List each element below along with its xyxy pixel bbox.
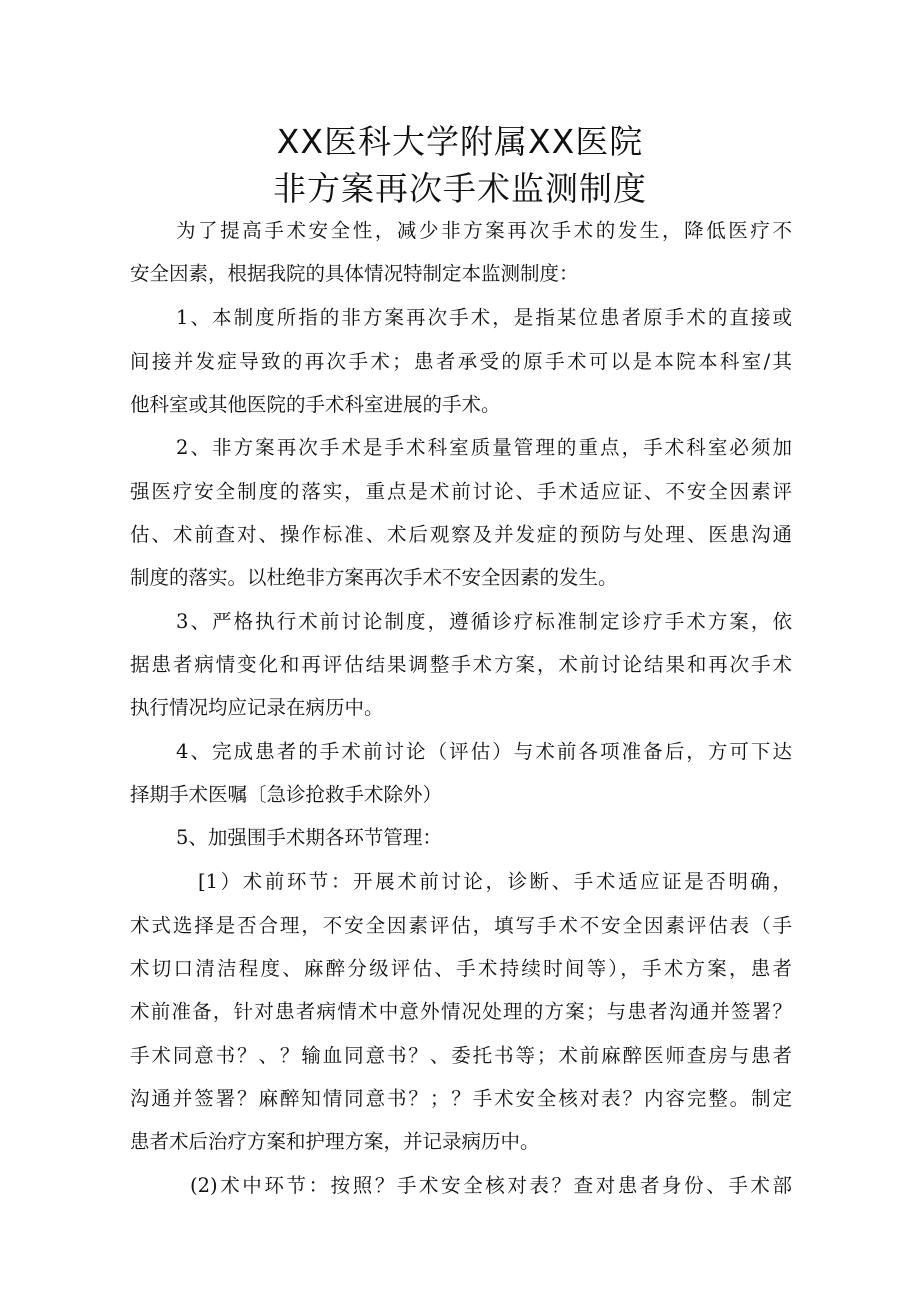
paragraph-item5-1-line: 患者术后治疗方案和护理方案，并记录病历中。 [130,1130,540,1153]
paragraph-intro-line: 为了提高手术安全性，减少非方案再次手术的发生，降低医疗不 [176,219,792,242]
paragraph-item1-line: 间接并发症导致的再次手术；患者承受的原手术可以是本院本科室/其 [130,350,792,373]
paragraph-item3-line: 据患者病情变化和再评估结果调整手术方案，术前讨论结果和再次手术 [130,653,792,676]
paragraph-item5-1-line: 手术同意书？、？输血同意书？、委托书等；术前麻醉医师查房与患者 [130,1044,792,1067]
paragraph-item1-line: 1、本制度所指的非方案再次手术，是指某位患者原手术的直接或 [176,306,792,329]
paragraph-item5-1-line: 术式选择是否合理，不安全因素评估，填写手术不安全因素评估表（手 [130,914,792,937]
paragraph-item2-line: 制度的落实。以杜绝非方案再次手术不安全因素的发生。 [130,566,618,589]
paragraph-item2-line: 强医疗安全制度的落实，重点是术前讨论、手术适应证、不安全因素评 [130,480,792,503]
paragraph-item3-line: 执行情况均应记录在病历中。 [130,696,384,719]
paragraph-item4-line: 择期手术医嘱〔急诊抢救手术除外） [130,783,443,806]
paragraph-item1-line: 他科室或其他医院的手术科室进展的手术。 [130,393,501,416]
paragraph-item5-line: 5、加强围手术期各环节管理： [176,826,442,849]
paragraph-item5-1-line: 术前准备，针对患者病情术中意外情况处理的方案；与患者沟通并签署？ [130,1000,792,1023]
paragraph-item3-line: 3、严格执行术前讨论制度，遵循诊疗标准制定诊疗手术方案，依 [176,610,792,633]
paragraph-item5-1-line: 术切口清洁程度、麻醉分级评估、手术持续时间等），手术方案，患者 [130,957,792,980]
paragraph-item5-1-line: 沟通并签署？麻醉知情同意书？；？手术安全核对表？内容完整。制定 [130,1087,792,1110]
paragraph-intro-line: 安全因素，根据我院的具体情况特制定本监测制度： [130,262,579,285]
paragraph-item5-2-line: (2)术中环节：按照？手术安全核对表？查对患者身份、手术部 [190,1174,792,1197]
document-title-policy: 非方案再次手术监测制度 [273,169,647,208]
paragraph-item2-line: 估、术前查对、操作标准、术后观察及并发症的预防与处理、医患沟通 [130,523,792,546]
paragraph-item5-1-line: [1）术前环节：开展术前讨论，诊断、手术适应证是否明确， [198,870,792,893]
paragraph-item2-line: 2、非方案再次手术是手术科室质量管理的重点，手术科室必须加 [176,436,792,459]
document-title-institution: XX医科大学附属XX医院 [276,122,644,161]
paragraph-item4-line: 4、完成患者的手术前讨论（评估）与术前各项准备后，方可下达 [176,740,792,763]
